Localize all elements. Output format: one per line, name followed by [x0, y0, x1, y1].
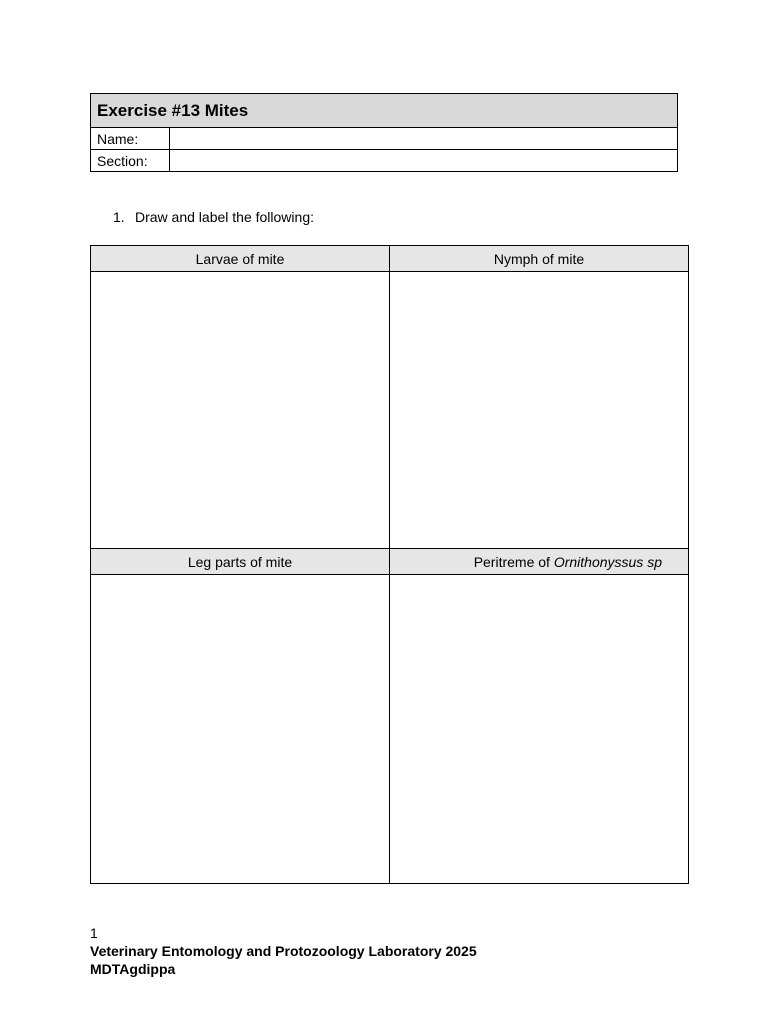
peritreme-header [390, 549, 689, 575]
instruction-number: 1. [113, 209, 125, 225]
nymph-drawing-area[interactable] [390, 272, 689, 549]
name-field[interactable] [170, 128, 678, 150]
instruction-item [113, 209, 314, 225]
instruction-text: Draw and label the following: [135, 209, 314, 225]
peritreme-drawing-area[interactable] [390, 575, 689, 884]
leg-parts-drawing-area[interactable] [91, 575, 390, 884]
name-label: Name: [91, 128, 170, 150]
course-title: Veterinary Entomology and Protozoology Laboratory 2025 [90, 943, 477, 959]
exercise-header-table [90, 93, 678, 172]
leg-parts-header: Leg parts of mite [91, 549, 390, 575]
exercise-title: Exercise #13 Mites [91, 94, 678, 128]
drawing-table [90, 245, 689, 884]
author-name: MDTAgdippa [90, 961, 176, 977]
larvae-header: Larvae of mite [91, 246, 390, 272]
page-footer [90, 924, 477, 978]
section-field[interactable] [170, 150, 678, 172]
section-label: Section: [91, 150, 170, 172]
peritreme-prefix: Peritreme of [473, 553, 554, 570]
larvae-drawing-area[interactable] [91, 272, 390, 549]
page-number: 1 [90, 925, 98, 941]
peritreme-species: Ornithonyssus sp [553, 553, 662, 570]
nymph-header: Nymph of mite [390, 246, 689, 272]
